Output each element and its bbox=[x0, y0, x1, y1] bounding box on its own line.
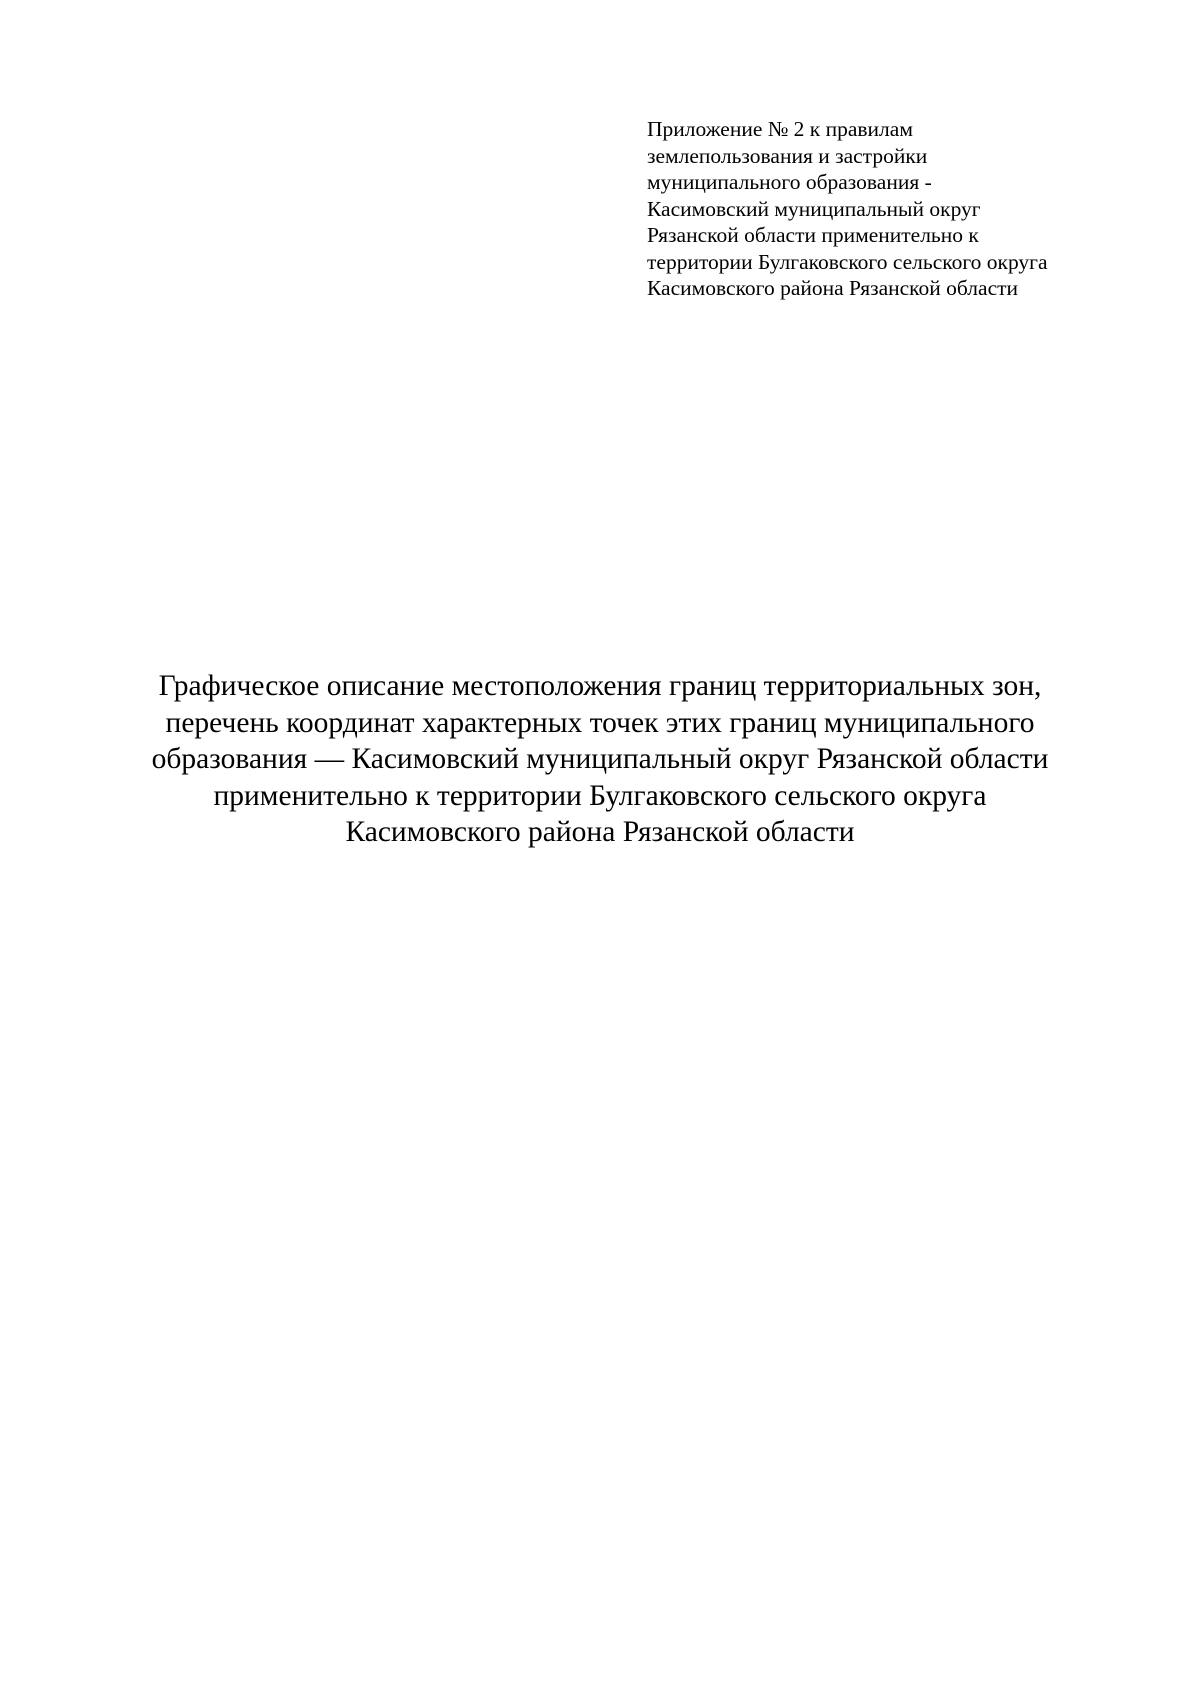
appendix-note-line: Касимовский муниципальный округ bbox=[647, 196, 981, 221]
appendix-note-line: Приложение № 2 к правилам bbox=[647, 117, 913, 141]
document-title-line: применительно к территории Булгаковского сельского округа bbox=[213, 779, 987, 812]
appendix-note-line: муниципального образования - bbox=[647, 170, 932, 194]
document-title bbox=[60, 668, 1140, 851]
appendix-note bbox=[647, 116, 1167, 302]
appendix-note-line: Рязанской области применительно к bbox=[647, 223, 979, 247]
appendix-note-line: землепользования и застройки bbox=[647, 143, 928, 168]
appendix-note-line: территории Булгаковского сельского округа bbox=[647, 249, 1048, 274]
document-title-line: Графическое описание местоположения границ территориальных зон, bbox=[158, 670, 1042, 702]
document-title-line: перечень координат характерных точек этих границ муниципального bbox=[165, 706, 1035, 739]
document-title-line: Касимовского района Рязанской области bbox=[345, 816, 855, 848]
appendix-note-line: Касимовского района Рязанской области bbox=[647, 276, 1019, 300]
document-title-line: образования — Касимовский муниципальный округ Рязанской области bbox=[151, 743, 1049, 775]
